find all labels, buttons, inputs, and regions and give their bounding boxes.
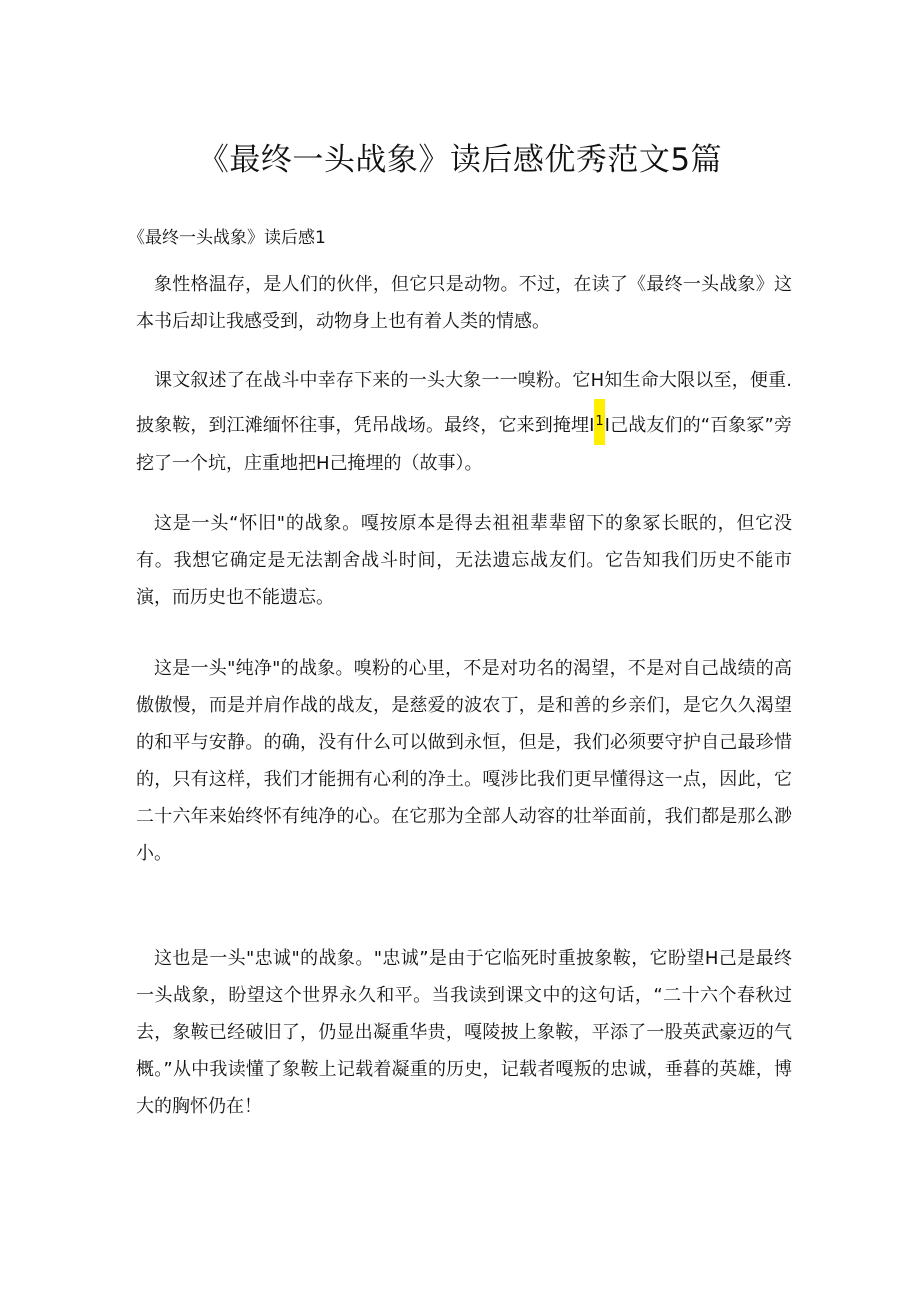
paragraph-4: 这是一头"纯净"的战象。嗅粉的心里，不是对功名的渴望，不是对自己战绩的高傲傲慢，而是并肩作战的战友，是慈爱的波农丁，是和善的乡亲们，是它久久渴望的和平与安静。的确，没有什么可以做到永恒，但是，我们必须要守护自己最珍惜的，只有这样，我们才能拥有心利的净土。嘎涉比我们更早懂得这一点，因此，它二十六年来始终怀有纯净的心。在它那为全部人动容的壮举面前，我们都是那么渺小。 — [136, 658, 792, 864]
document-title: 《最终一头战象》读后感优秀范文5篇 — [197, 142, 723, 178]
paragraph-5: 这也是一头"忠诚"的战象。"忠诚”是由于它临死时重披象鞍，它盼望H己是最终一头战象，盼望这个世界永久和平。当我读到课文中的这句话，“二十六个春秋过去，象鞍已经破旧了，仍显出凝重华贵，嘎陵披上象鞍，平添了一股英武豪迈的气概。”从中我读懂了象鞍上记载着凝重的历史，记载者嘎叛的忠诚，垂暮的英雄，博大的胸怀仍在！ — [136, 948, 792, 1117]
section-heading: 《最终一头战象》读后感1 — [128, 228, 326, 248]
paragraph-2-text-after: I己战友们的“百象冢”旁挖了一个坑，庄重地把H己掩埋的（故事）。 — [136, 415, 792, 474]
highlight-marker: 1 — [594, 399, 604, 445]
paragraph-2-text-before: 课文叙述了在战斗中幸存下来的一头大象一一嗅粉。它H知生命大限以至，便重.披象鞍，到江滩缅怀往事，凭吊战场。最终，它来到掩埋I — [136, 370, 792, 436]
paragraph-3: 这是一头“怀旧"的战象。嘎按原本是得去祖祖辈辈留下的象冢长眠的，但它没有。我想它确定是无法割舍战斗时间，无法遗忘战友们。它告知我们历史不能市演，而历史也不能遗忘。 — [136, 513, 792, 608]
paragraph-2 — [136, 362, 792, 482]
paragraph-1: 象性格温存，是人们的伙伴，但它只是动物。不过，在读了《最终一头战象》这本书后却让我感受到，动物身上也有着人类的情感。 — [136, 274, 792, 332]
